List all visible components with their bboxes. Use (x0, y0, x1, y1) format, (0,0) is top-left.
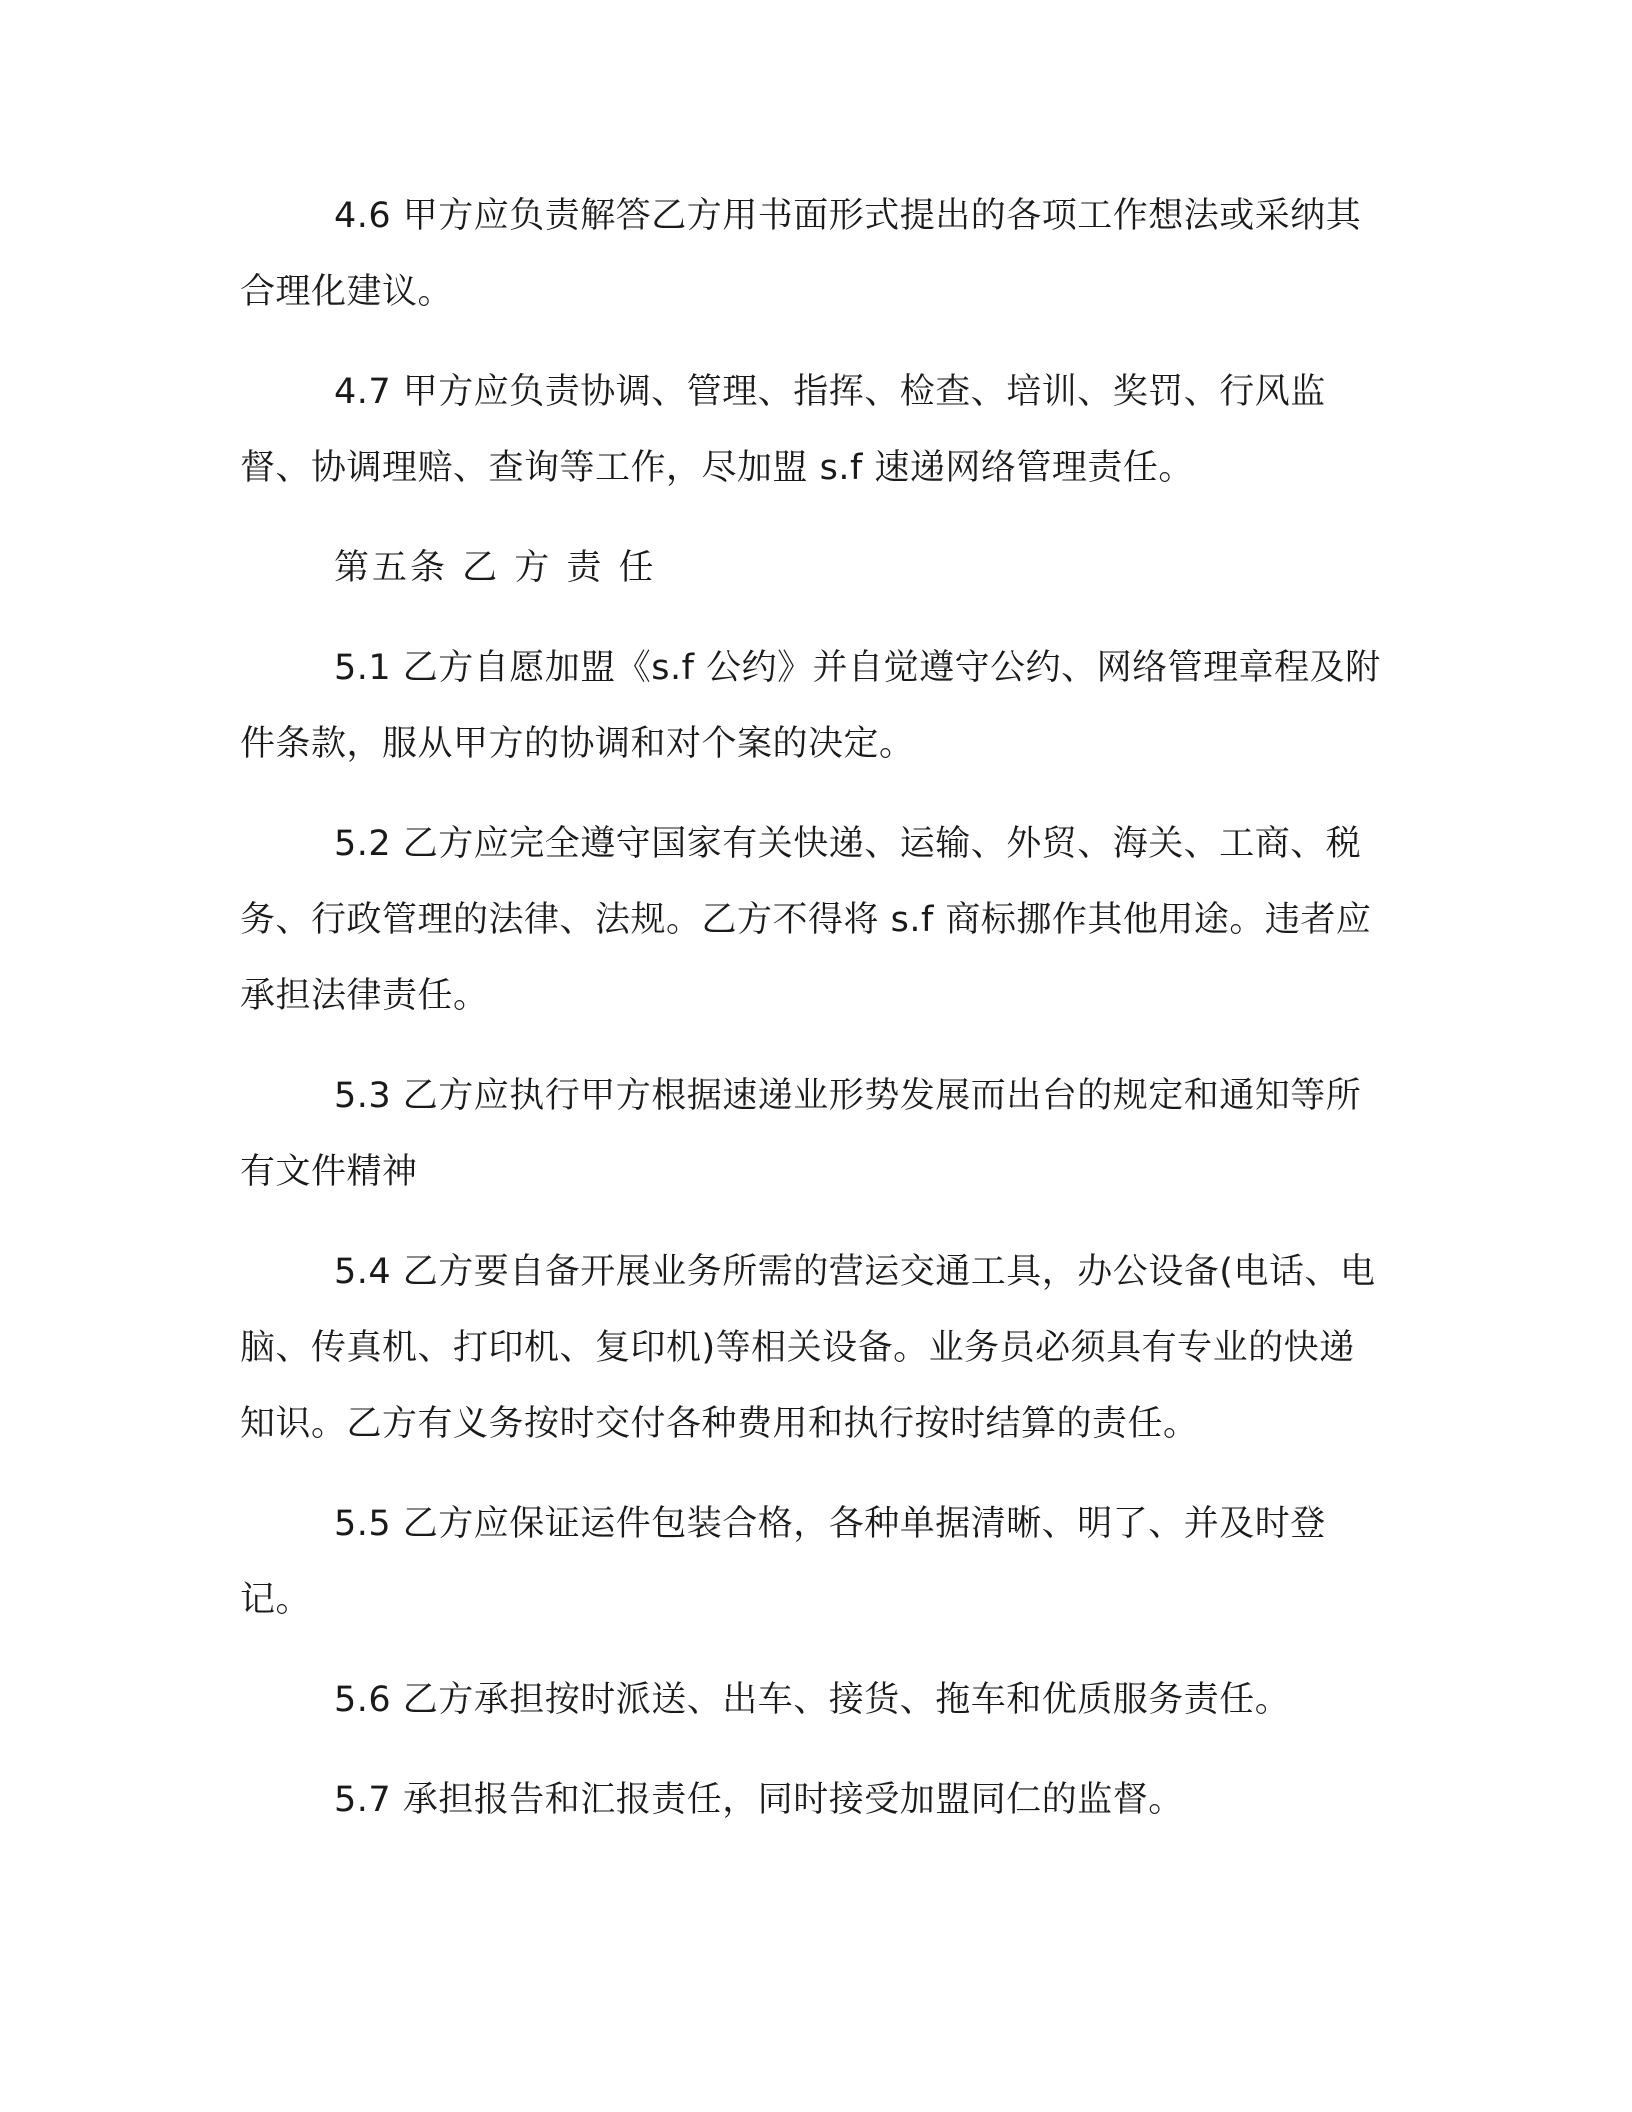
clause-5-7: 5.7 承担报告和汇报责任，同时接受加盟同仁的监督。 (334, 1780, 1184, 1820)
clause-5-5: 5.5 乙方应保证运件包装合格，各种单据清晰、明了、并及时登记。 (240, 1504, 1326, 1620)
clause-5-1: 5.1 乙方自愿加盟《s.f 公约》并自觉遵守公约、网络管理章程及附件条款，服从甲方的协调和对个案的决定。 (240, 648, 1381, 764)
clause-4-6: 4.6 甲方应负责解答乙方用书面形式提出的各项工作想法或采纳其合理化建议。 (240, 196, 1362, 312)
clause-5-4: 5.4 乙方要自备开展业务所需的营运交通工具，办公设备(电话、电脑、传真机、打印机、复印机)等相关设备。业务员必须具有专业的快递知识。乙方有义务按时交付各种费用和执行按时结算的责任。 (240, 1252, 1376, 1444)
clause-5-2: 5.2 乙方应完全遵守国家有关快递、运输、外贸、海关、工商、税务、行政管理的法律、法规。乙方不得将 s.f 商标挪作其他用途。违者应承担法律责任。 (240, 824, 1372, 1016)
document-body (240, 178, 1390, 1862)
section-heading-5: 第五条 乙 方 责 任 (334, 548, 657, 588)
clause-4-7: 4.7 甲方应负责协调、管理、指挥、检查、培训、奖罚、行风监督、协调理赔、查询等工作，尽加盟 s.f 速递网络管理责任。 (240, 372, 1326, 488)
clause-5-3: 5.3 乙方应执行甲方根据速递业形势发展而出台的规定和通知等所有文件精神 (240, 1076, 1362, 1192)
clause-5-6: 5.6 乙方承担按时派送、出车、接货、拖车和优质服务责任。 (334, 1680, 1291, 1720)
